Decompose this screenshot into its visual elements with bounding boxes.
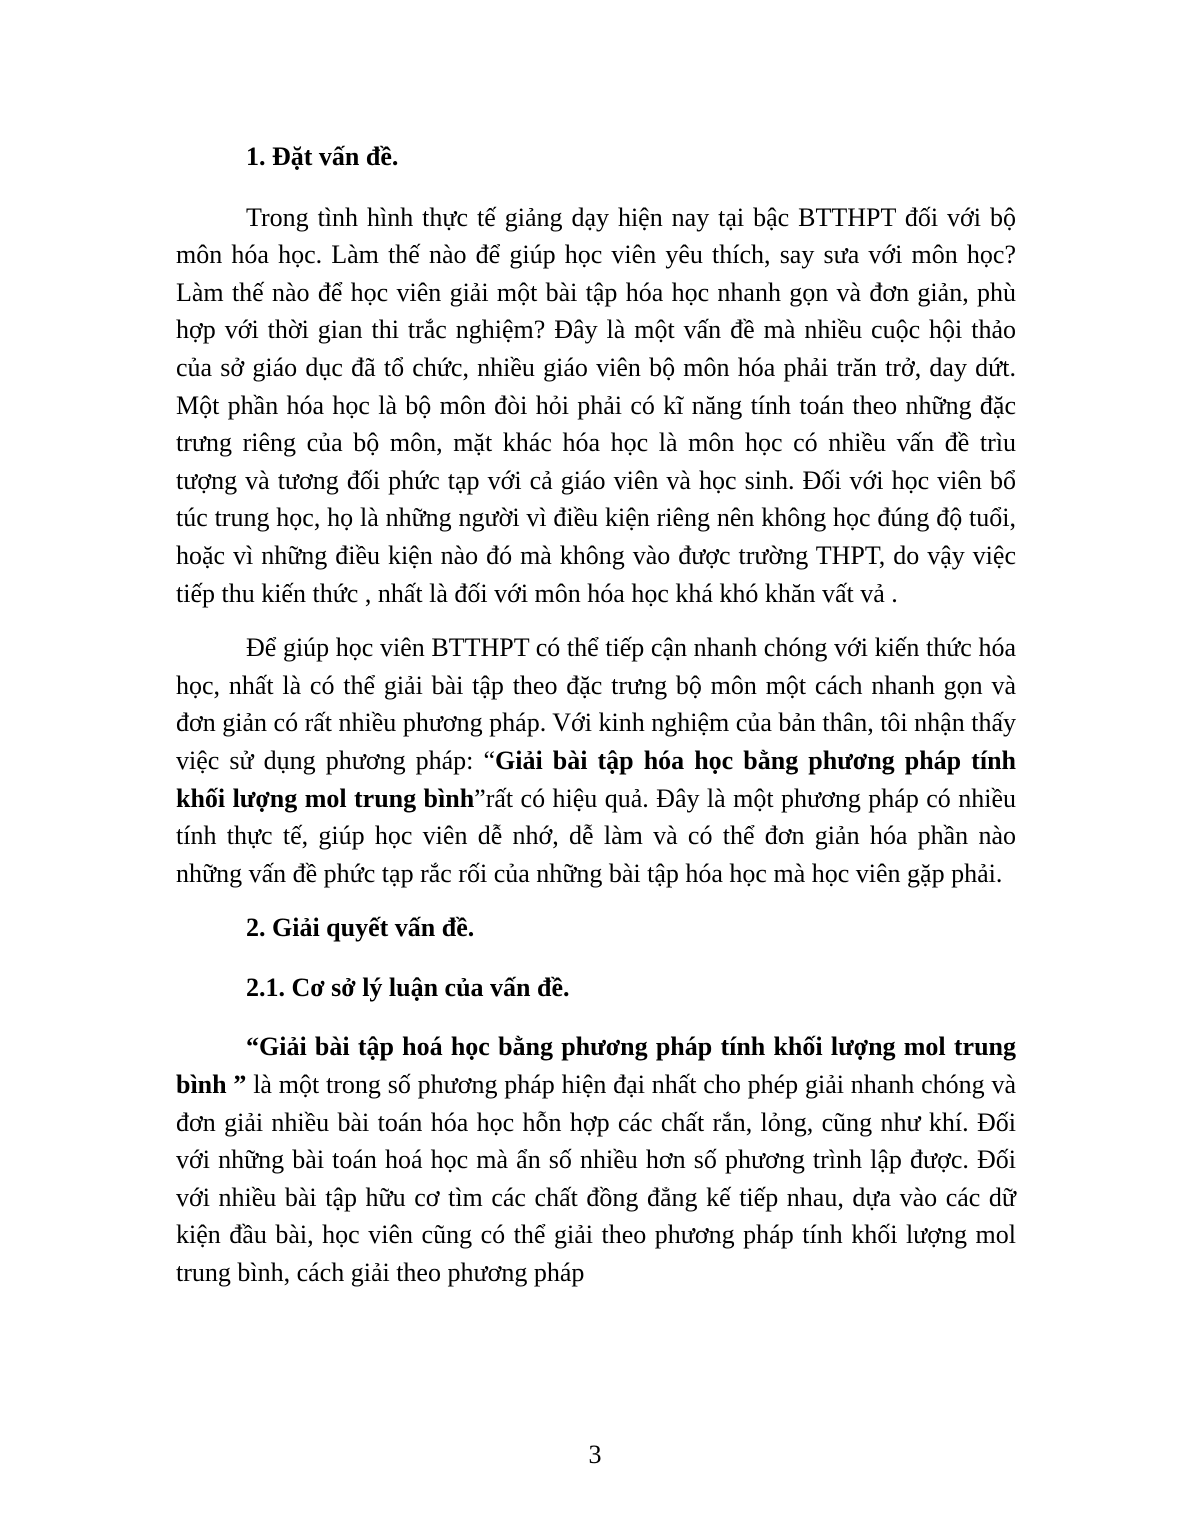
paragraph-method-end: ”rất có hiệu quả. Đây là một phương pháp có nhiều tính thực tế, giúp học viên dễ nhớ, dễ làm và có thể đơn giản hóa phần nào những vấn đề phức tạp rắc rối của những bài tập hóa học mà học viên gặp phải. bbox=[176, 783, 1016, 888]
theory-title-bold: “Giải bài tập hoá học bằng phương pháp tính khối lượng mol trung bình ” bbox=[176, 1032, 1016, 1100]
section-heading-2: 2. Giải quyết vấn đề. bbox=[246, 913, 475, 943]
paragraph-method-start: Để giúp học viên BTTHPT có thể tiếp cận nhanh chóng với kiến thức hóa học, nhất là có thể giải bài tập theo đặc trưng bộ môn một cách nhanh gọn và đơn giản có rất nhiều phương pháp. Với kinh nghiệm của bản thân, tôi nhận thấy việc sử dụng phương pháp: “ bbox=[176, 633, 1016, 775]
method-title-bold: Giải bài tập hóa học bằng phương pháp tính khối lượng mol trung bình bbox=[176, 745, 1016, 813]
paragraph-method bbox=[176, 629, 1016, 892]
page-content bbox=[176, 138, 1016, 1292]
paragraph-theory bbox=[176, 1028, 1016, 1291]
page-number: 3 bbox=[588, 1440, 602, 1469]
paragraph-intro: Trong tình hình thực tế giảng dạy hiện nay tại bậc BTTHPT đối với bộ môn hóa học. Làm thế nào để giúp học viên yêu thích, say sưa với môn học? Làm thế nào để học viên giải một bài tập hóa học nhanh gọn và đơn giản, phù hợp với thời gian thi trắc nghiệm? Đây là một vấn đề mà nhiều cuộc hội thảo của sở giáo dục đã tổ chức, nhiều giáo viên bộ môn hóa phải trăn trở, day dứt. Một phần hóa học là bộ môn đòi hỏi phải có kĩ năng tính toán theo những đặc trưng riêng của bộ môn, mặt khác hóa học là môn học có nhiều vấn đề trìu tượng và tương đối phức tạp với cả giáo viên và học sinh. Đối với học viên bổ túc trung học, họ là những người vì điều kiện riêng nên không học đúng độ tuổi, hoặc vì những điều kiện nào đó mà không vào được trường THPT, do vậy việc tiếp thu kiến thức , nhất là đối với môn hóa học khá khó khăn vất vả . bbox=[176, 202, 1016, 608]
subsection-heading-2-1: 2.1. Cơ sở lý luận của vấn đề. bbox=[246, 972, 570, 1002]
paragraph-theory-rest: là một trong số phương pháp hiện đại nhất cho phép giải nhanh chóng và đơn giải nhiều bài toán hóa học hỗn hợp các chất rắn, lỏng, cũng như khí. Đối với những bài toán hoá học mà ẩn số nhiều hơn số phương trình lập được. Đối với nhiều bài tập hữu cơ tìm các chất đồng đẳng kế tiếp nhau, dựa vào các dữ kiện đầu bài, học viên cũng có thể giải theo phương pháp tính khối lượng mol trung bình, cách giải theo phương pháp bbox=[176, 1070, 1016, 1288]
section-heading-1: 1. Đặt vấn đề. bbox=[246, 142, 399, 171]
